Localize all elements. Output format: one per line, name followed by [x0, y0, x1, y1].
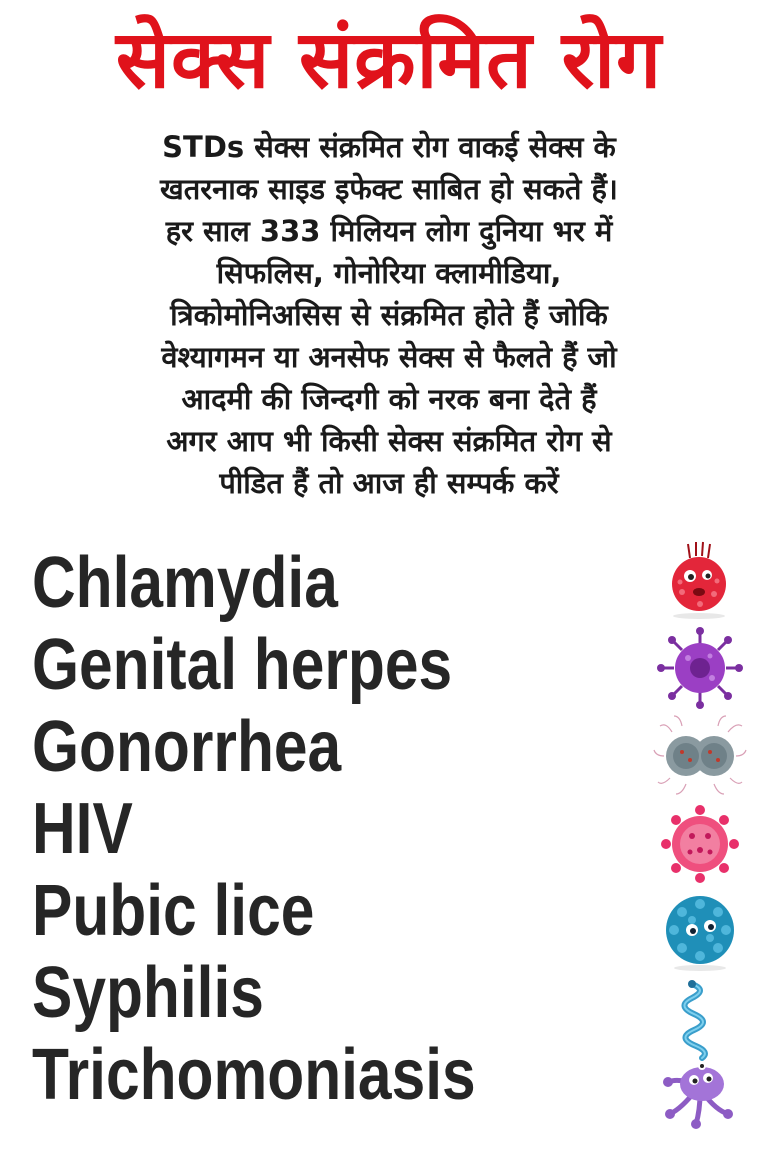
- germ-illustrations: [652, 536, 748, 1136]
- intro-line: वेश्यागमन या अनसेफ सेक्स से फैलते हैं जो: [161, 340, 617, 374]
- disease-genital-herpes: Genital herpes: [32, 625, 453, 705]
- intro-line: अगर आप भी किसी सेक्स संक्रमित रोग से: [166, 424, 612, 458]
- intro-line: STDs सेक्स संक्रमित रोग वाकई सेक्स के: [162, 130, 616, 164]
- disease-gonorrhea: Gonorrhea: [32, 707, 342, 787]
- disease-list: [32, 542, 642, 1116]
- intro-line: पीडित हैं तो आज ही सम्पर्क करें: [219, 466, 559, 500]
- intro-line: आदमी की जिन्दगी को नरक बना देते हैं: [181, 382, 597, 416]
- pink-virus-icon: [652, 800, 748, 886]
- intro-line: खतरनाक साइड इफेक्ट साबित हो सकते हैं।: [160, 172, 618, 206]
- intro-line: हर साल 333 मिलियन लोग दुनिया भर में: [165, 214, 613, 248]
- disease-syphilis: Syphilis: [32, 953, 264, 1033]
- intro-line: सिफलिस, गोनोरिया क्लामीडिया,: [216, 256, 562, 290]
- disease-pubic-lice: Pubic lice: [32, 871, 315, 951]
- purple-virus-icon: [652, 624, 748, 710]
- gray-diplococcus-icon: [652, 712, 748, 798]
- poster-title: सेक्स संक्रमित रोग: [115, 13, 663, 106]
- red-spiky-germ-icon: [652, 536, 748, 622]
- disease-chlamydia: Chlamydia: [32, 543, 338, 623]
- intro-line: त्रिकोमोनिअसिस से संक्रमित होते हैं जोकि: [170, 298, 608, 332]
- disease-trichomoniasis: Trichomoniasis: [32, 1035, 476, 1115]
- disease-hiv: HIV: [32, 789, 133, 869]
- purple-tentacle-germ-icon: [652, 1048, 748, 1134]
- blue-virus-icon: [652, 888, 748, 974]
- intro-paragraph: [20, 126, 758, 504]
